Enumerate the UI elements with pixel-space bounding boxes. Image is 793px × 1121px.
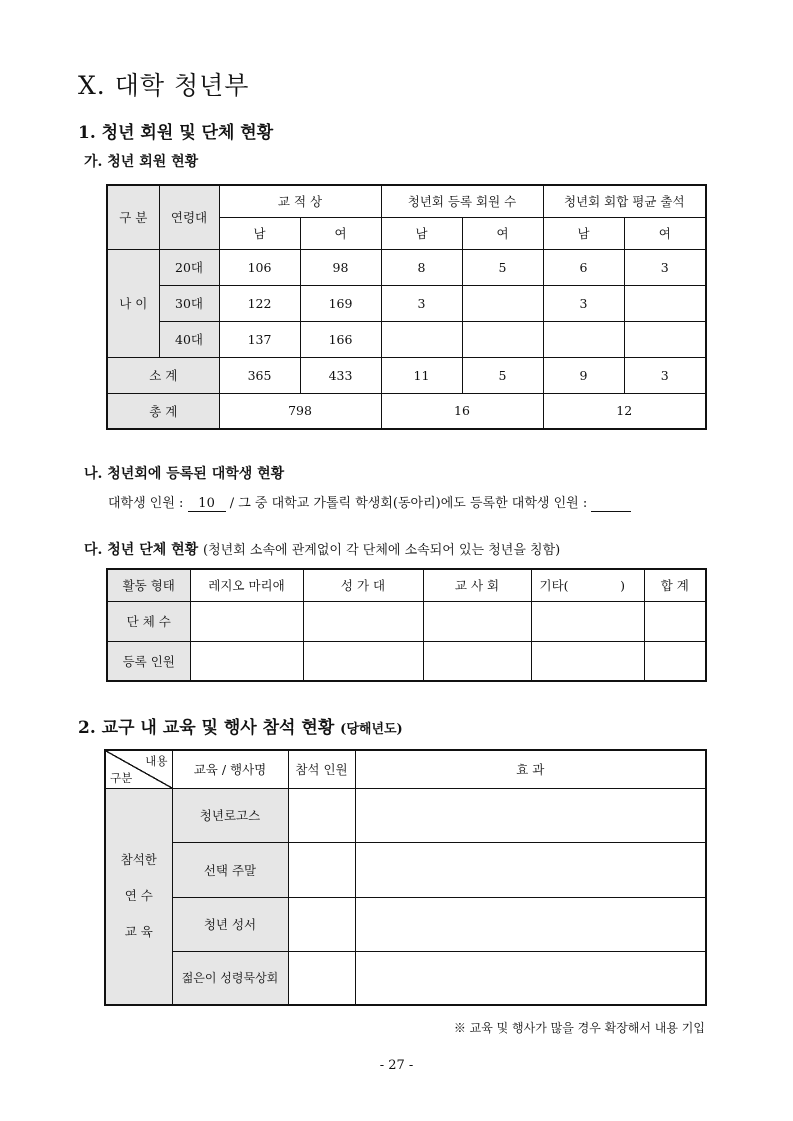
- section2-note: (당해년도): [340, 722, 403, 737]
- cell[interactable]: [303, 641, 423, 681]
- cell[interactable]: [190, 601, 303, 641]
- cell[interactable]: [190, 641, 303, 681]
- cell[interactable]: [288, 842, 355, 897]
- header-male: 남: [543, 217, 624, 249]
- category-line: 연 수: [124, 888, 153, 904]
- section1c-title: 다. 청년 단체 현황: [84, 542, 199, 558]
- cell: [543, 321, 624, 357]
- cell: 798: [219, 393, 381, 429]
- cell[interactable]: [288, 951, 355, 1005]
- cell: 169: [300, 285, 381, 321]
- category-line: 교 육: [124, 924, 153, 940]
- cell[interactable]: [288, 788, 355, 842]
- cell: 3: [381, 285, 462, 321]
- student-count-prefix: 대학생 인원 :: [108, 496, 184, 511]
- cell: 365: [219, 357, 300, 393]
- header-female: 여: [462, 217, 543, 249]
- cell[interactable]: [423, 601, 531, 641]
- header-event: 교육 / 행사명: [172, 750, 288, 788]
- cell[interactable]: [531, 641, 644, 681]
- section2-title: 2. 교구 내 교육 및 행사 참석 현황: [78, 718, 335, 738]
- table-row: [107, 321, 706, 357]
- table-row: [105, 842, 706, 897]
- cell: 6: [543, 249, 624, 285]
- cell[interactable]: [644, 601, 706, 641]
- header-female: 여: [300, 217, 381, 249]
- event-name: 선택 주말: [172, 842, 288, 897]
- category-cell: [105, 788, 172, 1005]
- cell: [462, 321, 543, 357]
- col-age: 연령대: [159, 185, 219, 249]
- table-row: [107, 601, 706, 641]
- cell: [624, 321, 706, 357]
- cell: 3: [543, 285, 624, 321]
- header-teachers: 교 사 회: [423, 569, 531, 601]
- section1c-note: (청년회 소속에 관계없이 각 단체에 소속되어 있는 청년을 칭함): [203, 543, 561, 558]
- event-name: 청년 성서: [172, 897, 288, 951]
- diag-top: 내용: [145, 754, 168, 768]
- cell: 137: [219, 321, 300, 357]
- youth-groups-table: [106, 568, 707, 682]
- header-other: 기타( ): [531, 569, 644, 601]
- group-register: 교 적 상: [219, 185, 381, 217]
- cell: [624, 285, 706, 321]
- page-number: - 27 -: [379, 1058, 414, 1073]
- cell: 9: [543, 357, 624, 393]
- header-effect: 효 과: [355, 750, 706, 788]
- header-activity: 활동 형태: [107, 569, 190, 601]
- table-row: [105, 788, 706, 842]
- table-row: [105, 897, 706, 951]
- cell[interactable]: [288, 897, 355, 951]
- event-name: 젊은이 성령묵상회: [172, 951, 288, 1005]
- cell[interactable]: [355, 951, 706, 1005]
- cell: 5: [462, 249, 543, 285]
- cell: 106: [219, 249, 300, 285]
- header-choir: 성 가 대: [303, 569, 423, 601]
- catholic-count-value[interactable]: [591, 496, 631, 512]
- row-label-members: 등록 인원: [107, 641, 190, 681]
- total-label: 총 계: [107, 393, 219, 429]
- age-cell: 30대: [159, 285, 219, 321]
- section1-heading: 1. 청년 회원 및 단체 현황: [78, 123, 274, 143]
- cell[interactable]: [303, 601, 423, 641]
- cell: 98: [300, 249, 381, 285]
- table-row: [107, 641, 706, 681]
- diag-bottom: 구분: [110, 770, 133, 785]
- cell: [462, 285, 543, 321]
- category-line: 참석한: [120, 851, 157, 867]
- youth-members-table: [106, 184, 707, 430]
- section1b-heading: 나. 청년회에 등록된 대학생 현황: [84, 466, 285, 482]
- student-count-value[interactable]: 10: [188, 496, 226, 512]
- cell[interactable]: [531, 601, 644, 641]
- col-gubun: 구 분: [107, 185, 159, 249]
- cell: 3: [624, 249, 706, 285]
- cell[interactable]: [423, 641, 531, 681]
- events-table: [104, 749, 707, 1006]
- header-male: 남: [381, 217, 462, 249]
- subtotal-label: 소 계: [107, 357, 219, 393]
- header-male: 남: [219, 217, 300, 249]
- student-count-middle: / 그 중 대학교 가톨릭 학생회(동아리)에도 등록한 대학생 인원 :: [229, 496, 588, 511]
- diag-header: [105, 750, 172, 788]
- cell[interactable]: [644, 641, 706, 681]
- header-female: 여: [624, 217, 706, 249]
- subtotal-row: [107, 357, 706, 393]
- event-name: 청년로고스: [172, 788, 288, 842]
- cell: 8: [381, 249, 462, 285]
- header-count: 참석 인원: [288, 750, 355, 788]
- table-row: [107, 249, 706, 285]
- student-count-line: [108, 492, 631, 512]
- footnote: ※ 교육 및 행사가 많을 경우 확장해서 내용 기입: [453, 1021, 705, 1035]
- age-cell: 40대: [159, 321, 219, 357]
- header-sum: 합 계: [644, 569, 706, 601]
- row-label-groups: 단 체 수: [107, 601, 190, 641]
- cell: 166: [300, 321, 381, 357]
- cell: 5: [462, 357, 543, 393]
- header-legio: 레지오 마리애: [190, 569, 303, 601]
- table-row: [105, 951, 706, 1005]
- group-registered: 청년회 등록 회원 수: [381, 185, 543, 217]
- cell: [381, 321, 462, 357]
- section2-heading: [78, 713, 403, 738]
- cell: 433: [300, 357, 381, 393]
- cell: 16: [381, 393, 543, 429]
- section1c-heading: [84, 539, 560, 559]
- cell: 12: [543, 393, 706, 429]
- table-row: [107, 285, 706, 321]
- cell: 122: [219, 285, 300, 321]
- page-title: X. 대학 청년부: [78, 71, 250, 100]
- section1a-heading: 가. 청년 회원 현황: [84, 154, 199, 170]
- age-cell: 20대: [159, 249, 219, 285]
- age-label: 나 이: [107, 249, 159, 357]
- cell: 3: [624, 357, 706, 393]
- cell[interactable]: [355, 842, 706, 897]
- cell[interactable]: [355, 897, 706, 951]
- total-row: [107, 393, 706, 429]
- cell: 11: [381, 357, 462, 393]
- cell[interactable]: [355, 788, 706, 842]
- group-attendance: 청년회 회합 평균 출석: [543, 185, 706, 217]
